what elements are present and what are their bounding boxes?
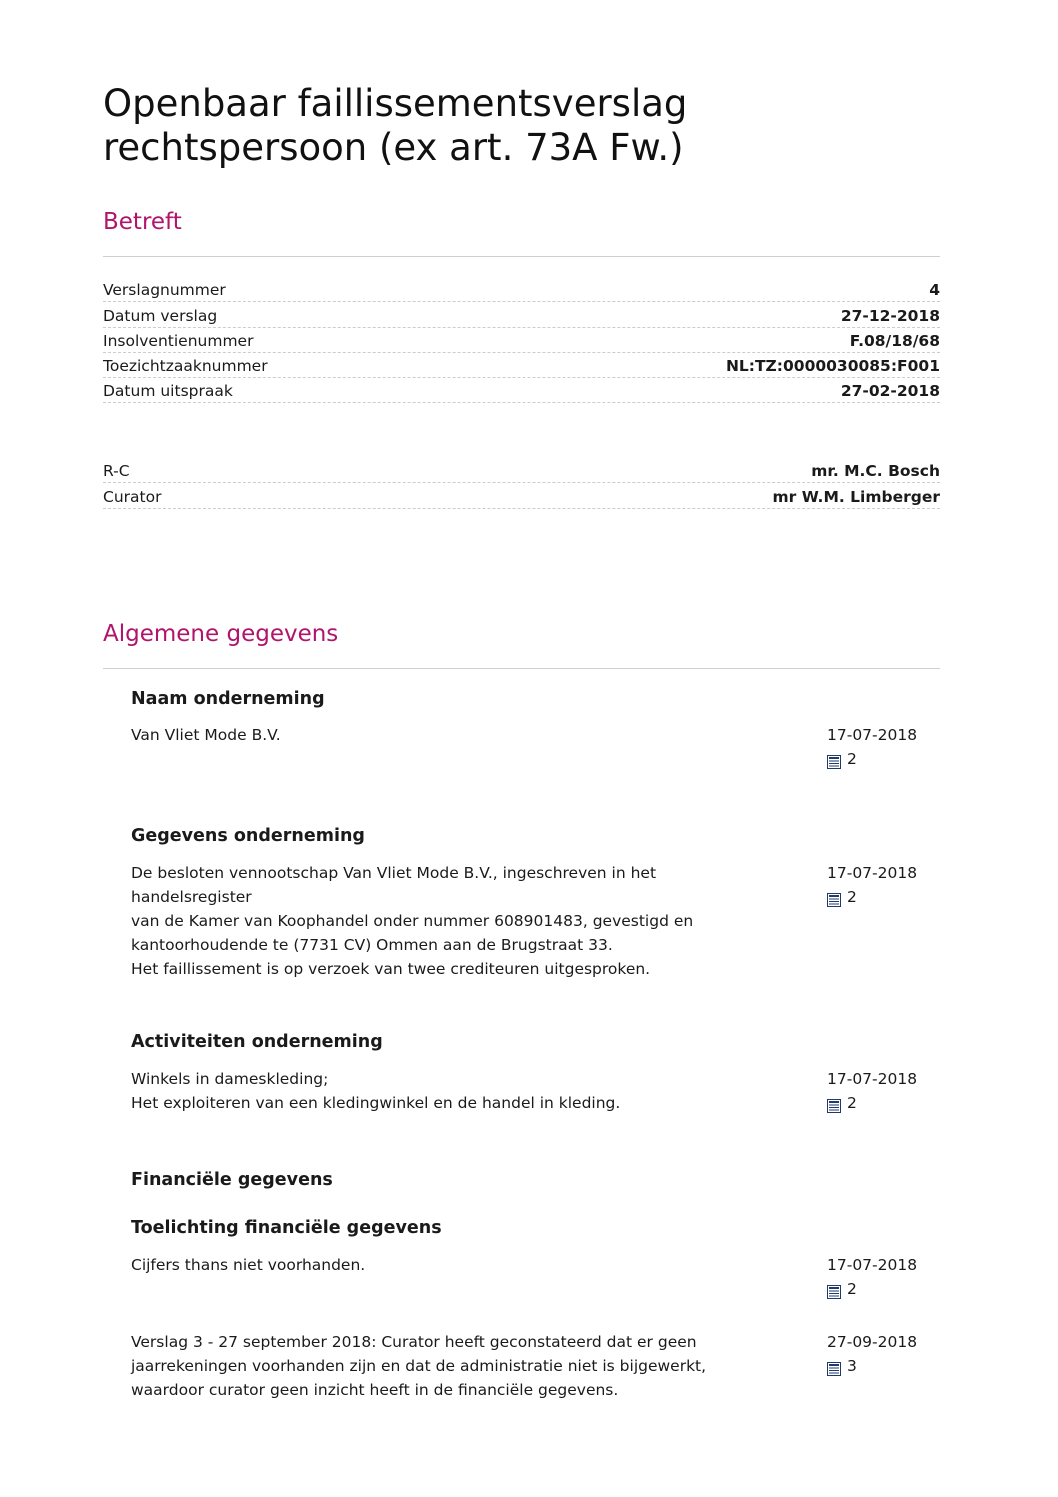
detail-row-verslagnummer (103, 277, 940, 302)
detail-label: Datum uitspraak (103, 382, 233, 401)
report-number: 3 (847, 1357, 857, 1375)
detail-row-toezichtzaaknummer (103, 353, 940, 378)
page-title: Openbaar faillissementsverslag rechtspersoon (ex art. 73A Fw.) (103, 82, 688, 169)
report-number: 2 (847, 1094, 857, 1112)
person-row-rc (103, 458, 940, 483)
case-details-list (103, 277, 940, 403)
block-title: Naam onderneming (131, 689, 325, 709)
entry-date: 17-07-2018 (827, 864, 918, 882)
person-value: mr. M.C. Bosch (811, 462, 940, 481)
divider (103, 668, 940, 669)
entry-text: De besloten vennootschap Van Vliet Mode B.V., ingeschreven in het handelsregister van de Kamer van Koophandel onder nummer 608901483, gevestigd en kantoorhoudende te (7731 CV) Ommen aan de Brugstraat 33. Het faillissement is op verzoek van twee crediteuren uitgesproken. (131, 864, 694, 978)
document-icon (827, 755, 841, 769)
block-title: Activiteiten onderneming (131, 1032, 383, 1052)
detail-value: 27-02-2018 (840, 382, 940, 401)
entry-date: 17-07-2018 (827, 1256, 918, 1274)
report-reference[interactable] (827, 885, 937, 909)
divider (103, 256, 940, 257)
detail-label: Toezichtzaaknummer (103, 357, 268, 376)
block-financiele-gegevens (131, 1170, 941, 1190)
detail-row-insolventienummer (103, 328, 940, 353)
block-gegevens-onderneming (131, 826, 941, 846)
entry-text: Verslag 3 - 27 september 2018: Curator heeft geconstateerd dat er geen jaarrekeningen voorhanden zijn en dat de administratie niet is bijgewerkt, waardoor curator geen inzicht heeft in de financiële gegevens. (131, 1333, 707, 1399)
detail-row-datum-verslag (103, 302, 940, 327)
document-icon (827, 893, 841, 907)
report-reference[interactable] (827, 1354, 937, 1378)
person-label: R-C (103, 462, 130, 481)
entry-date: 17-07-2018 (827, 726, 918, 744)
entry-date: 27-09-2018 (827, 1333, 918, 1351)
report-number: 2 (847, 1280, 857, 1298)
detail-value: NL:TZ:0000030085:F001 (725, 357, 940, 376)
report-reference[interactable] (827, 1091, 937, 1115)
block-subtitle: Toelichting financiële gegevens (131, 1218, 442, 1238)
entry-text: Van Vliet Mode B.V. (131, 726, 281, 744)
detail-row-datum-uitspraak (103, 378, 940, 403)
section-heading-algemeen: Algemene gegevens (103, 621, 339, 647)
section-heading-betreft: Betreft (103, 209, 182, 235)
entry-meta (827, 723, 937, 771)
report-reference[interactable] (827, 1277, 937, 1301)
block-toelichting-financiele-gegevens (131, 1218, 941, 1238)
entry-text: Cijfers thans niet voorhanden. (131, 1256, 366, 1274)
persons-list (103, 458, 940, 509)
detail-value: 27-12-2018 (840, 306, 940, 325)
person-label: Curator (103, 487, 162, 506)
entry-meta (827, 1253, 937, 1301)
person-row-curator (103, 483, 940, 508)
entry-activiteiten-onderneming (131, 1067, 941, 1115)
entry-financieel-1 (131, 1253, 941, 1298)
document-icon (827, 1285, 841, 1299)
block-title: Financiële gegevens (131, 1170, 333, 1190)
report-number: 2 (847, 750, 857, 768)
entry-financieel-2 (131, 1330, 941, 1402)
block-naam-onderneming (131, 689, 941, 709)
block-activiteiten-onderneming (131, 1032, 941, 1052)
report-number: 2 (847, 888, 857, 906)
detail-label: Insolventienummer (103, 331, 254, 350)
entry-meta (827, 1330, 937, 1378)
entry-meta (827, 1067, 937, 1115)
document-icon (827, 1099, 841, 1113)
detail-label: Datum verslag (103, 306, 218, 325)
report-reference[interactable] (827, 747, 937, 771)
entry-meta (827, 861, 937, 909)
detail-value: F.08/18/68 (849, 331, 940, 350)
document-icon (827, 1362, 841, 1376)
entry-gegevens-onderneming (131, 861, 941, 981)
entry-text: Winkels in dameskleding; Het exploiteren van een kledingwinkel en de handel in kleding. (131, 1070, 621, 1112)
entry-date: 17-07-2018 (827, 1070, 918, 1088)
entry-naam-onderneming (131, 723, 941, 768)
person-value: mr W.M. Limberger (772, 487, 940, 506)
block-title: Gegevens onderneming (131, 826, 365, 846)
detail-label: Verslagnummer (103, 281, 226, 300)
detail-value: 4 (929, 281, 940, 300)
